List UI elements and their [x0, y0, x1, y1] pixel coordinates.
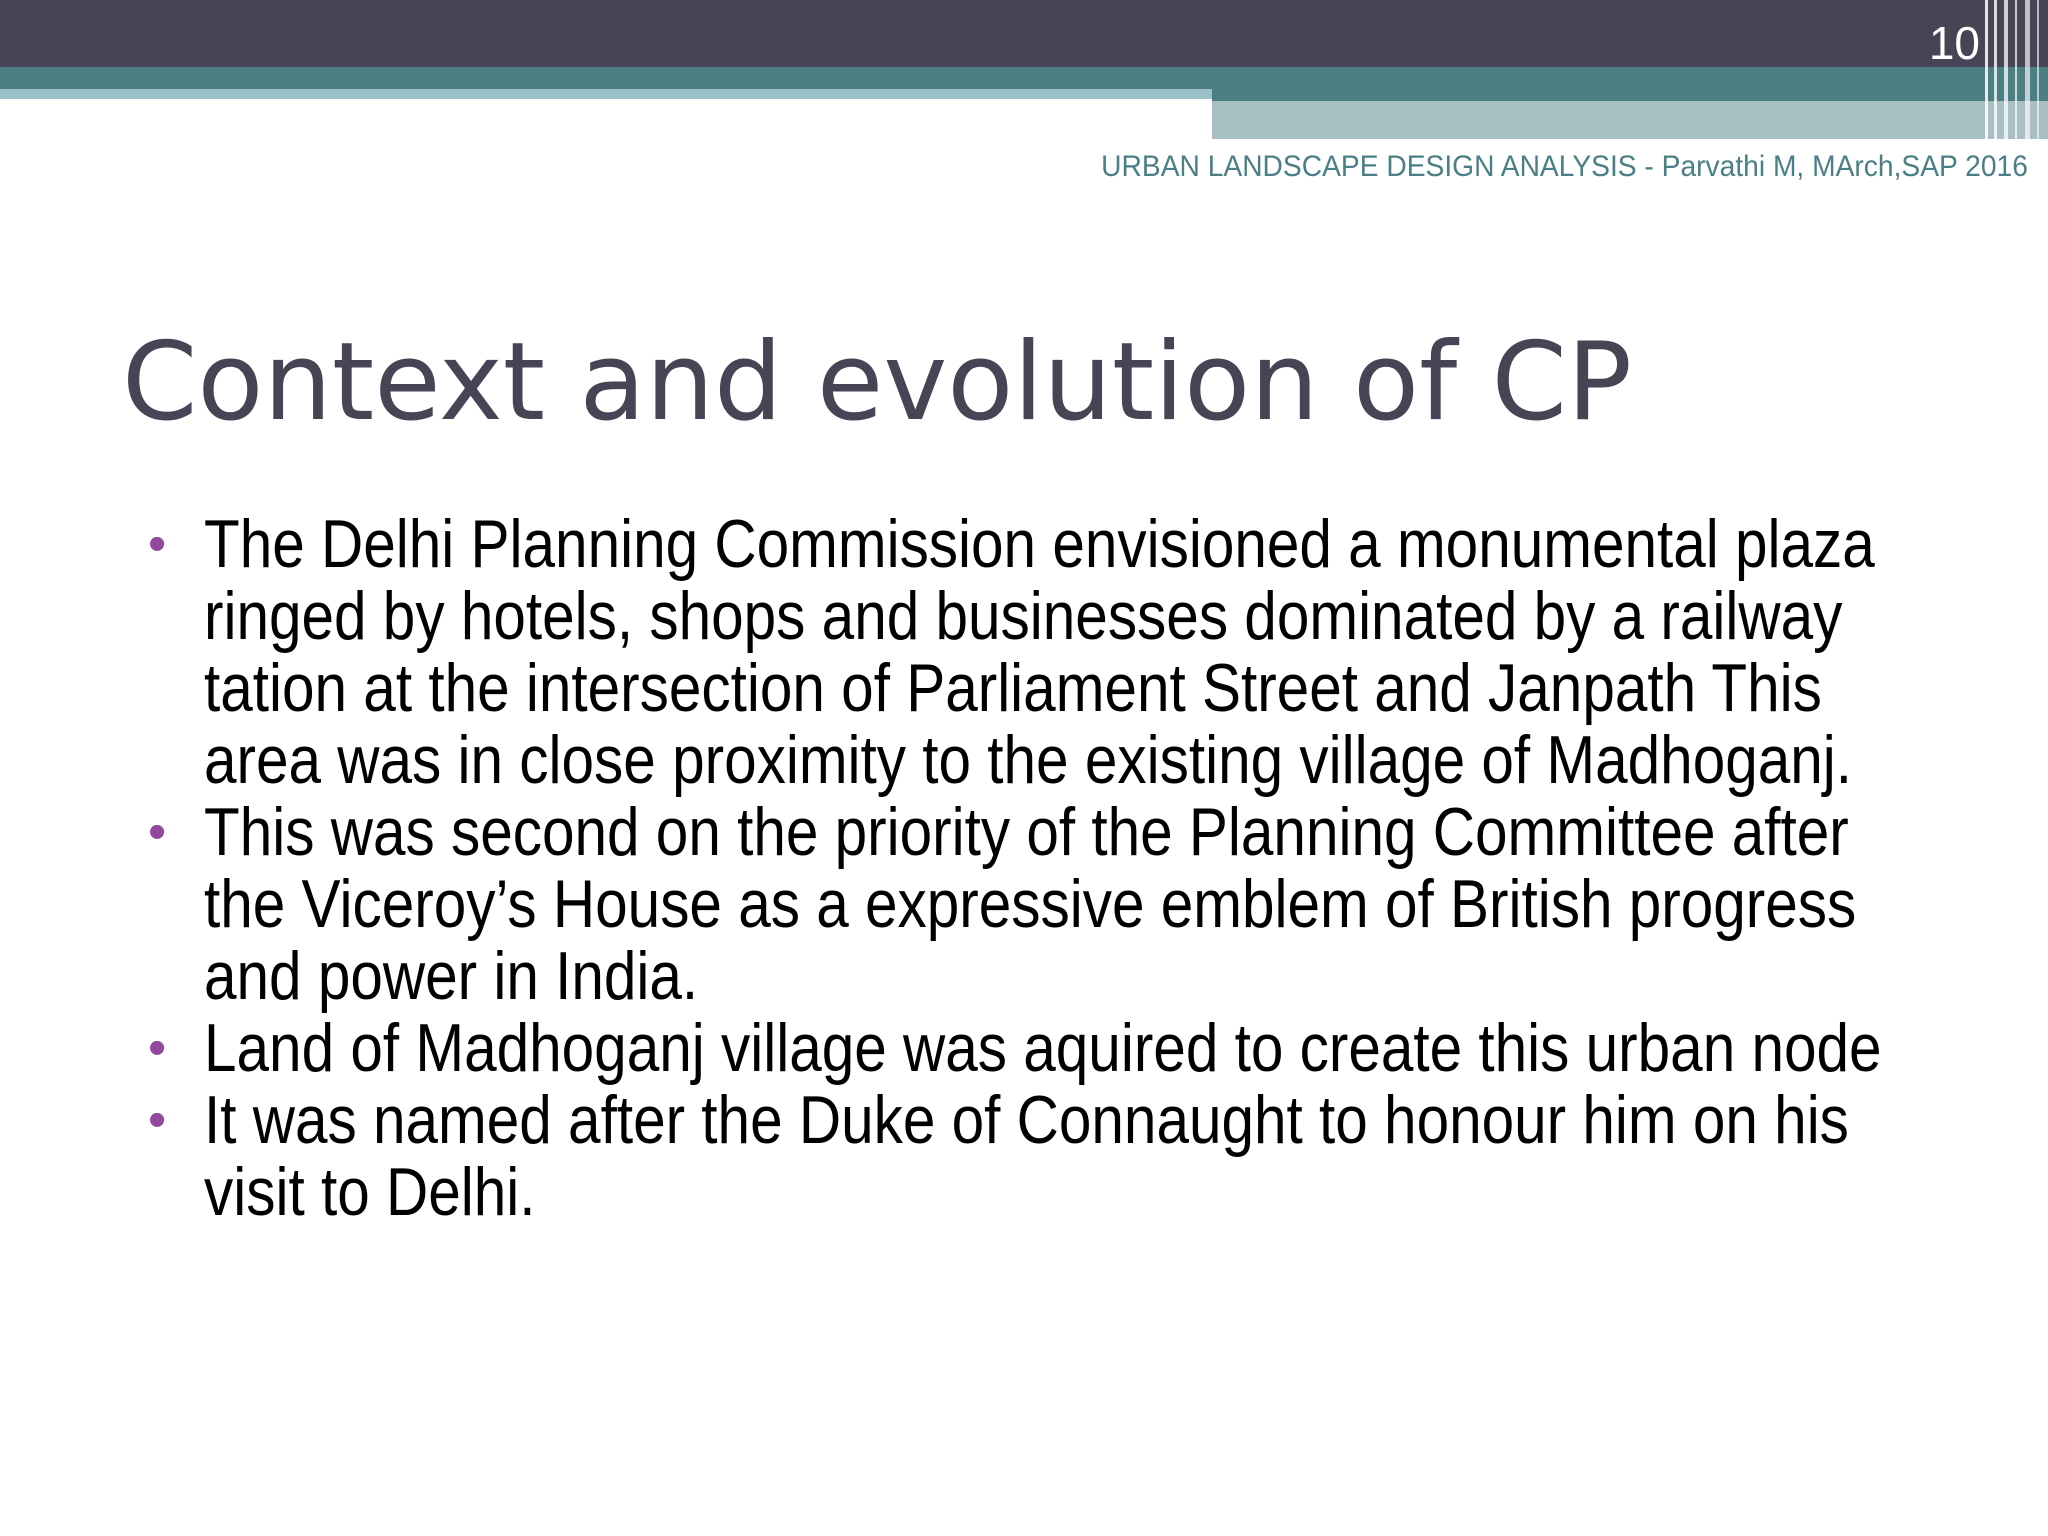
bullet-marker: • [148, 515, 167, 573]
bullet-item [140, 1012, 2030, 1084]
header-bar-teal-right [1212, 67, 2048, 101]
bullet-item [140, 796, 2030, 1012]
decorative-stripe [1985, 0, 1988, 139]
header-bar-dark [0, 0, 2048, 67]
decorative-stripe [2015, 0, 2017, 139]
bullet-item [140, 508, 2030, 796]
bullet-list [140, 508, 2030, 1228]
bullet-item [140, 1084, 2030, 1228]
bullet-text: This was second on the priority of the Planning Committee after the Viceroy’s House as a expressive emblem of British progress and power in India. [204, 794, 1857, 1014]
header-bar-light [0, 89, 1212, 99]
decorative-stripe [2025, 0, 2030, 139]
bullet-marker: • [148, 803, 167, 861]
header-bar-teal [0, 67, 1212, 89]
decorative-stripe [2037, 0, 2039, 139]
header-bar-grey [1212, 101, 2048, 139]
decorative-stripe [2004, 0, 2008, 139]
bullet-text: It was named after the Duke of Connaught to honour him on his visit to Delhi. [204, 1082, 1849, 1230]
bullet-marker: • [148, 1091, 167, 1149]
slide-number: 10 [1928, 17, 1980, 69]
bullet-marker: • [148, 1019, 167, 1077]
header-caption: URBAN LANDSCAPE DESIGN ANALYSIS - Parvathi M, MArch,SAP 2016 [1101, 150, 2028, 183]
bullet-text: Land of Madhoganj village was aquired to create this urban node [204, 1010, 1882, 1086]
decorative-stripe [1994, 0, 1997, 139]
bullet-text: The Delhi Planning Commission envisioned a monumental plaza ringed by hotels, shops and businesses dominated by a railway tation at the intersection of Parliament Street and Janpath This area was in close proximity to the existing village of Madhoganj. [204, 506, 1875, 798]
slide-title: Context and evolution of CP [122, 320, 1632, 445]
